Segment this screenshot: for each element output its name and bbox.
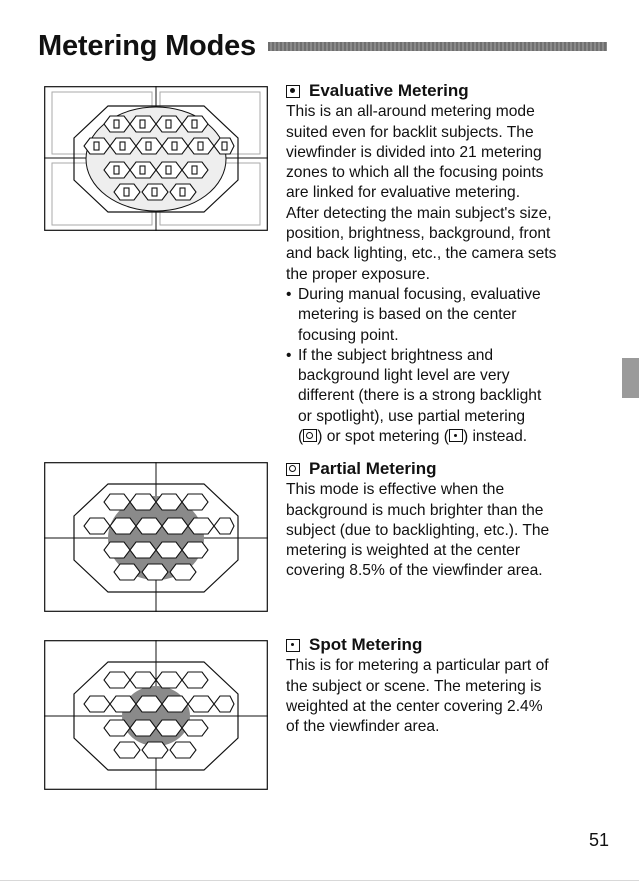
- bullet-line: If the subject brightness and: [298, 346, 494, 364]
- bullet-line: focusing point.: [298, 326, 399, 344]
- paren-open: (: [298, 428, 304, 446]
- evaluative-line: position, brightness, background, front: [286, 225, 551, 243]
- evaluative-line: This is an all-around metering mode: [286, 103, 535, 121]
- partial-heading: [286, 459, 616, 479]
- evaluative-line: suited even for backlit subjects. The: [286, 123, 534, 141]
- evaluative-metering-icon: [286, 85, 300, 98]
- evaluative-line: are linked for evaluative metering.: [286, 184, 521, 202]
- bottom-rule: [0, 880, 639, 881]
- bullet-line: metering is based on the center: [298, 306, 517, 324]
- bullet-line: different (there is a strong backlight: [298, 387, 542, 405]
- page-title: Metering Modes: [38, 30, 256, 62]
- spot-zone-svg: [44, 640, 268, 790]
- partial-line: background is much brighter than the: [286, 501, 544, 519]
- evaluative-heading-text: Evaluative Metering: [309, 81, 469, 100]
- evaluative-section: [286, 81, 616, 447]
- evaluative-line: After detecting the main subject's size,: [286, 204, 552, 222]
- spot-line: of the viewfinder area.: [286, 718, 440, 736]
- bullet-mark: •: [286, 346, 292, 364]
- spot-metering-icon: [286, 639, 300, 652]
- evaluative-line: the proper exposure.: [286, 265, 430, 283]
- backlight-bullet: [286, 346, 616, 447]
- evaluative-heading: [286, 81, 616, 101]
- manual-focus-bullet: [286, 285, 616, 346]
- evaluative-zone-svg: [44, 86, 268, 231]
- evaluative-line: viewfinder is divided into 21 metering: [286, 143, 542, 161]
- spot-line: This is for metering a particular part of: [286, 657, 549, 675]
- partial-inline-icon: [303, 429, 317, 442]
- spot-line: weighted at the center covering 2.4%: [286, 697, 543, 715]
- partial-metering-icon: [286, 463, 300, 476]
- partial-section: [286, 459, 616, 582]
- bullet-mark: •: [286, 285, 292, 303]
- partial-zone-diagram: [44, 462, 268, 612]
- bullet-line: or spotlight), use partial metering: [298, 407, 526, 425]
- spot-heading: [286, 635, 616, 655]
- partial-line: metering is weighted at the center: [286, 542, 521, 560]
- bullet-line-icons: [298, 427, 541, 447]
- spot-text: ) or spot metering (: [317, 428, 449, 446]
- bullet-line: During manual focusing, evaluative: [298, 285, 541, 303]
- partial-line: covering 8.5% of the viewfinder area.: [286, 562, 543, 580]
- partial-line: subject (due to backlighting, etc.). The: [286, 521, 550, 539]
- evaluative-zone-diagram: [44, 86, 268, 231]
- spot-section: [286, 635, 616, 737]
- partial-line: This mode is effective when the: [286, 481, 505, 499]
- spot-zone-diagram: [44, 640, 268, 790]
- bullet-line: background light level are very: [298, 367, 510, 385]
- partial-zone-svg: [44, 462, 268, 612]
- title-rule: [268, 42, 607, 51]
- instead-text: ) instead.: [462, 428, 528, 446]
- spot-line: the subject or scene. The metering is: [286, 677, 542, 695]
- spot-heading-text: Spot Metering: [309, 635, 423, 654]
- evaluative-line: and back lighting, etc., the camera sets: [286, 245, 557, 263]
- spot-inline-icon: [449, 429, 463, 442]
- chapter-tab: [622, 358, 639, 398]
- evaluative-line: zones to which all the focusing points: [286, 164, 544, 182]
- partial-heading-text: Partial Metering: [309, 459, 437, 478]
- page-number: 51: [589, 830, 610, 850]
